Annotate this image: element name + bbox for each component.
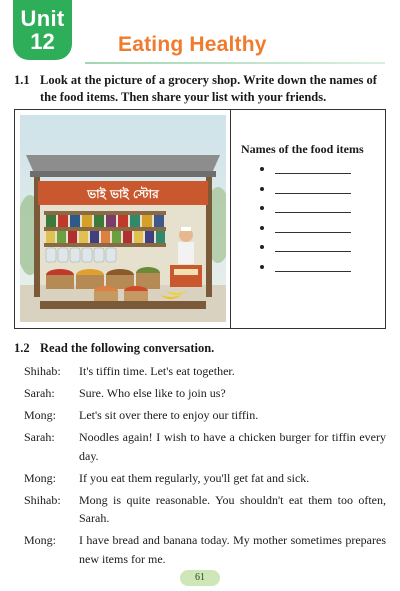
speaker-name: Mong: — [24, 408, 57, 422]
shop-sign-text: ভাই ভাই স্টোর — [87, 187, 159, 201]
activity-box — [14, 109, 386, 329]
conversation-line — [24, 384, 386, 403]
section-2-number: 1.2 — [14, 341, 30, 355]
section-1-heading — [14, 72, 386, 106]
unit-number: 12 — [30, 28, 55, 54]
utterance: Sure. Who else like to join us? — [79, 386, 226, 400]
speaker-name: Mong: — [24, 470, 57, 485]
grocery-shop-illustration — [20, 115, 226, 322]
food-items-blank-list — [255, 162, 380, 279]
list-item[interactable] — [255, 221, 380, 241]
list-title: Names of the food items — [241, 142, 364, 156]
conversation-line — [24, 362, 386, 381]
utterance: Mong is quite reasonable. You shouldn't eat them too often, Sarah. — [79, 492, 386, 525]
conversation — [24, 362, 386, 572]
list-item[interactable] — [255, 260, 380, 280]
utterance: Noodles again! I wish to have a chicken burger for tiffin every day. — [79, 430, 386, 463]
bullet-icon — [260, 265, 264, 269]
conversation-line — [24, 406, 386, 425]
section-1-instruction: Look at the picture of a grocery shop. Write down the names of the food items. Then share your list with your friends. — [40, 73, 377, 104]
conversation-line — [24, 469, 386, 488]
conversation-line — [24, 491, 386, 528]
utterance: I have bread and banana today. My mother sometimes prepares new items for me. — [79, 533, 386, 566]
utterance: Let's sit over there to enjoy our tiffin. — [79, 408, 259, 422]
utterance: If you eat them regularly, you'll get fat and sick. — [79, 470, 310, 485]
speaker-name: Shihab: — [24, 364, 61, 378]
section-1-number: 1.1 — [14, 73, 30, 87]
bullet-icon — [260, 206, 264, 210]
blank-line — [275, 251, 351, 252]
list-item[interactable] — [255, 162, 380, 182]
bullet-icon — [260, 187, 264, 191]
blank-line — [275, 193, 351, 194]
section-2-instruction: Read the following conversation. — [40, 341, 215, 355]
unit-badge — [13, 0, 72, 60]
speaker-name: Mong: — [24, 533, 57, 547]
conversation-line — [24, 531, 386, 568]
blank-line — [275, 212, 351, 213]
bullet-icon — [260, 245, 264, 249]
conversation-line — [24, 428, 386, 465]
speaker-name: Sarah: — [24, 430, 55, 444]
list-item[interactable] — [255, 182, 380, 202]
box-divider — [230, 110, 231, 328]
list-item[interactable] — [255, 240, 380, 260]
page-number: 61 — [180, 570, 220, 586]
speaker-name: Sarah: — [24, 386, 55, 400]
utterance: It's tiffin time. Let's eat together. — [79, 364, 235, 378]
page-title: Eating Healthy — [118, 33, 267, 56]
title-underline — [85, 62, 385, 64]
blank-line — [275, 232, 351, 233]
section-2-heading — [14, 340, 386, 357]
bullet-icon — [260, 167, 264, 171]
blank-line — [275, 173, 351, 174]
list-item[interactable] — [255, 201, 380, 221]
bullet-icon — [260, 226, 264, 230]
unit-label: Unit — [20, 5, 65, 31]
speaker-name: Shihab: — [24, 492, 61, 507]
blank-line — [275, 271, 351, 272]
